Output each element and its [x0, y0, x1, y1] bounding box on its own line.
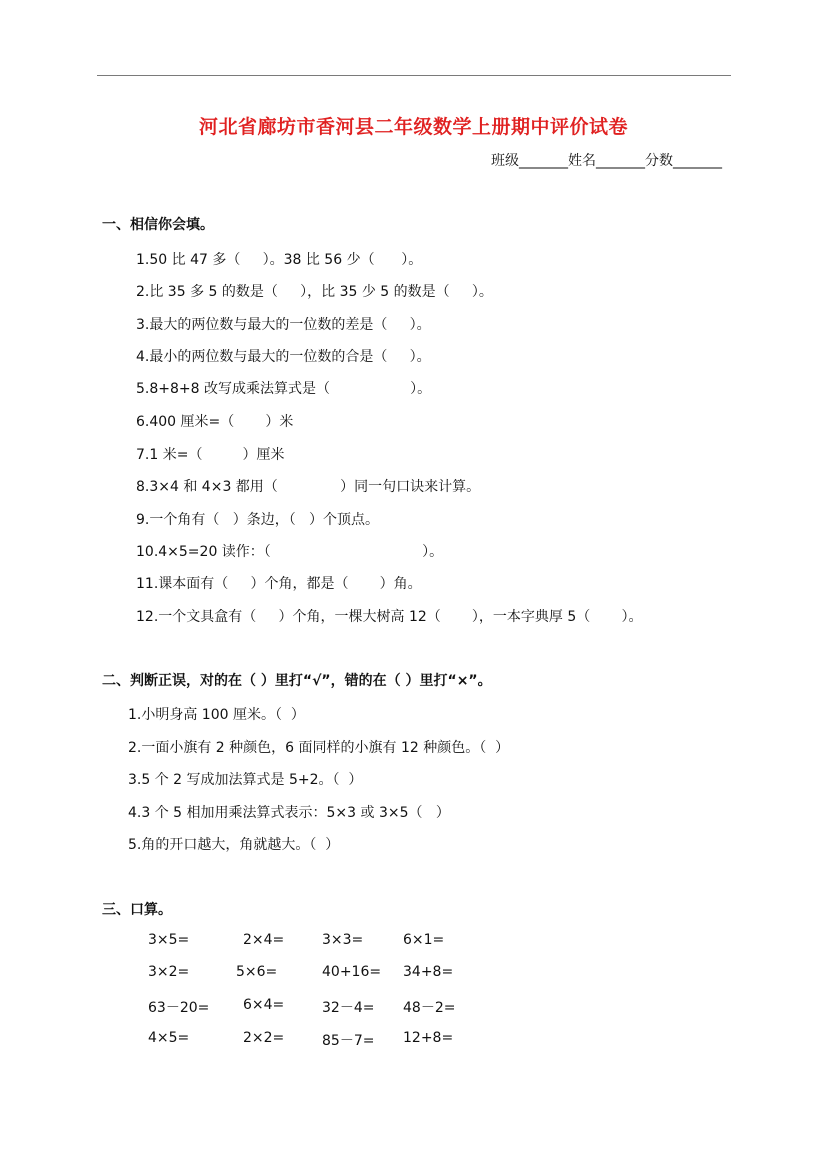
calc-item: 32－4=: [322, 1000, 375, 1016]
question-1-10: 10.4×5=20 读作：（ ）。: [136, 544, 444, 560]
question-2-2: 2.一面小旗有 2 种颜色，6 面同样的小旗有 12 种颜色。（ ）: [128, 740, 510, 756]
section-1-heading: 一、相信你会填。: [102, 217, 214, 233]
student-info-line: 班级_______姓名_______分数_______: [491, 153, 722, 169]
exam-title: 河北省廊坊市香河县二年级数学上册期中评价试卷: [198, 116, 628, 138]
question-1-9: 9.一个角有（ ）条边，（ ）个顶点。: [136, 512, 380, 528]
section-3-heading: 三、口算。: [102, 902, 172, 918]
calc-item: 4×5=: [148, 1030, 190, 1046]
question-2-1: 1.小明身高 100 厘米。（ ）: [128, 707, 305, 723]
header-rule: [97, 75, 731, 76]
calc-item: 63－20=: [148, 1000, 210, 1016]
question-1-3: 3.最大的两位数与最大的一位数的差是（ ）。: [136, 317, 431, 333]
question-1-1: 1.50 比 47 多（ ）。38 比 56 少（ ）。: [136, 252, 423, 268]
section-2-heading: 二、判断正误，对的在（ ）里打“√”，错的在（ ）里打“×”。: [102, 673, 492, 689]
question-1-5: 5.8+8+8 改写成乘法算式是（ ）。: [136, 381, 432, 397]
calc-item: 6×4=: [243, 997, 285, 1013]
calc-item: 34+8=: [403, 964, 454, 980]
question-1-6: 6.400 厘米=（ ）米: [136, 414, 294, 430]
calc-item: 40+16=: [322, 964, 382, 980]
calc-item: 3×5=: [148, 932, 190, 948]
calc-item: 5×6=: [236, 964, 278, 980]
calc-item: 6×1=: [403, 932, 445, 948]
calc-item: 85－7=: [322, 1033, 375, 1049]
question-1-11: 11.课本面有（ ）个角，都是（ ）角。: [136, 576, 422, 592]
question-1-7: 7.1 米=（ ）厘米: [136, 447, 285, 463]
question-1-2: 2.比 35 多 5 的数是（ ），比 35 少 5 的数是（ ）。: [136, 284, 493, 300]
question-2-3: 3.5 个 2 写成加法算式是 5+2。（ ）: [128, 772, 363, 788]
question-1-4: 4.最小的两位数与最大的一位数的合是（ ）。: [136, 349, 431, 365]
calc-item: 12+8=: [403, 1030, 454, 1046]
question-2-5: 5.角的开口越大，角就越大。（ ）: [128, 837, 340, 853]
calc-item: 2×2=: [243, 1030, 285, 1046]
question-1-12: 12.一个文具盒有（ ）个角，一棵大树高 12（ ），一本字典厚 5（ ）。: [136, 609, 643, 625]
calc-item: 48－2=: [403, 1000, 456, 1016]
calc-item: 3×3=: [322, 932, 364, 948]
question-2-4: 4.3 个 5 相加用乘法算式表示：5×3 或 3×5（ ）: [128, 805, 450, 821]
question-1-8: 8.3×4 和 4×3 都用（ ）同一句口诀来计算。: [136, 479, 481, 495]
calc-item: 3×2=: [148, 964, 190, 980]
calc-item: 2×4=: [243, 932, 285, 948]
